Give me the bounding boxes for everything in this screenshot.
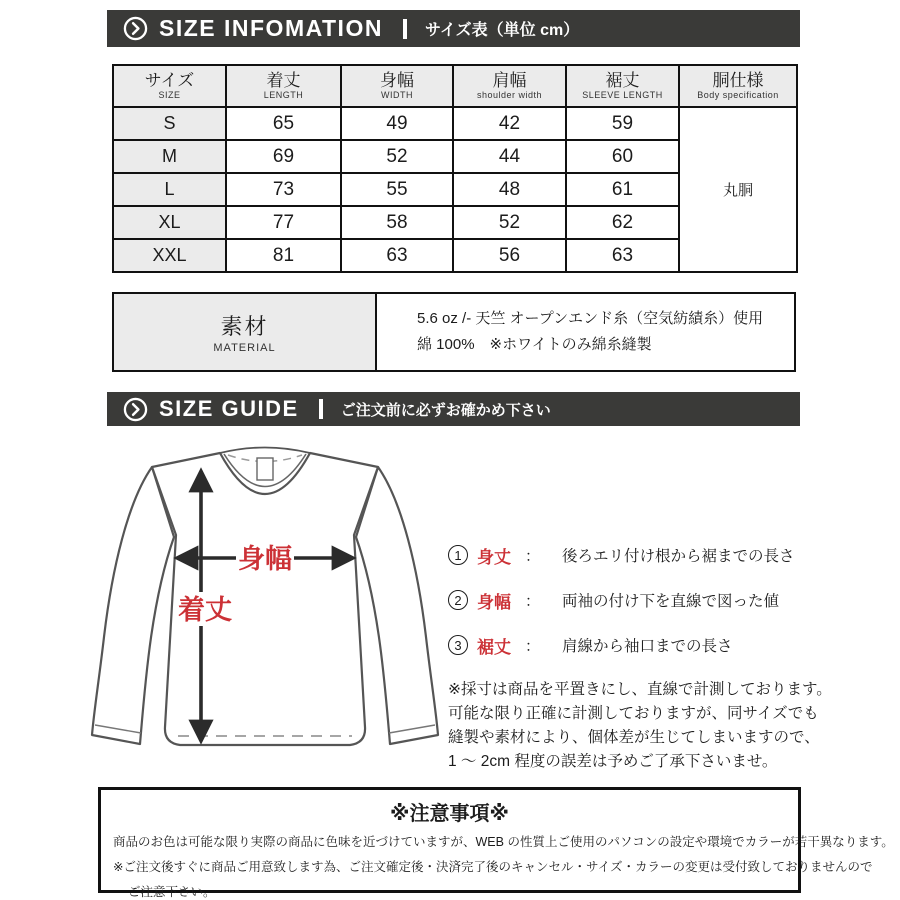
width-value: 63 xyxy=(341,239,453,272)
material-label-cell xyxy=(114,294,377,370)
circle-chevron-right-icon xyxy=(123,397,148,422)
size-label: S xyxy=(113,107,226,140)
measurement-note xyxy=(448,678,878,774)
size-information-subtitle: サイズ表（単位 cm） xyxy=(424,22,580,39)
col-header-width: 身幅 WIDTH xyxy=(341,65,453,107)
collar-top-edge xyxy=(220,448,310,454)
table-row-s xyxy=(113,107,797,140)
col-header-sleeve: 裾丈 SLEEVE LENGTH xyxy=(566,65,679,107)
col-header-size: サイズ SIZE xyxy=(113,65,226,107)
sleeve-value: 62 xyxy=(566,206,679,239)
size-label: XXL xyxy=(113,239,226,272)
number-2-circle-icon: 2 xyxy=(448,590,468,610)
sleeve-value: 60 xyxy=(566,140,679,173)
caution-body xyxy=(101,826,894,900)
legend-item-sleeve xyxy=(448,633,878,657)
measurement-note-line: 可能な限り正確に計測しておりますが、同サイズでも xyxy=(448,705,819,722)
width-value: 52 xyxy=(341,140,453,173)
legend-colon: ： xyxy=(525,592,541,610)
legend-term: 身幅 xyxy=(477,592,511,612)
legend-colon: ： xyxy=(525,547,541,565)
width-label: 身幅 xyxy=(238,544,292,574)
length-value: 81 xyxy=(226,239,341,272)
size-guide-title: SIZE GUIDE xyxy=(159,396,299,421)
length-value: 65 xyxy=(226,107,341,140)
size-table xyxy=(112,64,798,273)
size-guide-subtitle: ご注文前に必ずお確かめ下さい xyxy=(340,401,551,419)
body-spec-value: 丸胴 xyxy=(679,107,797,272)
col-header-length: 着丈 LENGTH xyxy=(226,65,341,107)
sleeve-value: 59 xyxy=(566,107,679,140)
material-description-cell xyxy=(377,294,794,370)
circle-chevron-right-icon xyxy=(123,16,148,41)
shoulder-value: 48 xyxy=(453,173,566,206)
size-label: M xyxy=(113,140,226,173)
measurement-legend xyxy=(448,543,878,774)
size-information-header-bar xyxy=(107,10,800,47)
shoulder-value: 44 xyxy=(453,140,566,173)
col-header-body-spec: 胴仕様 Body specification xyxy=(679,65,797,107)
length-value: 69 xyxy=(226,140,341,173)
left-sleeve xyxy=(92,467,174,744)
legend-description: 両袖の付け下を直線で図った値 xyxy=(562,593,780,610)
caution-line: ※ご注文後すぐに商品ご用意致します為、ご注文確定後・決済完了後のキャンセル・サイズ・カラーの変更は受付致しておりませんので xyxy=(113,860,873,874)
long-sleeve-shirt-illustration xyxy=(88,437,442,769)
legend-description: 後ろエリ付け根から裾までの長さ xyxy=(562,548,795,565)
length-value: 77 xyxy=(226,206,341,239)
sleeve-value: 63 xyxy=(566,239,679,272)
shoulder-value: 52 xyxy=(453,206,566,239)
size-guide-header-bar xyxy=(107,392,800,426)
measurement-note-line: 1 ～ 2cm 程度の誤差は予めご了承下さいませ。 xyxy=(448,753,778,770)
size-table-header-row xyxy=(113,65,797,107)
bar-divider xyxy=(403,19,407,39)
sleeve-value: 61 xyxy=(566,173,679,206)
material-block xyxy=(112,292,796,372)
material-label-jp: 素材 xyxy=(220,314,269,339)
size-label: XL xyxy=(113,206,226,239)
material-line-1: 5.6 oz /- 天竺 オープンエンド糸（空気紡績糸）使用 xyxy=(417,310,764,327)
legend-colon: ： xyxy=(525,637,541,655)
measurement-note-line: 縫製や素材により、個体差が生じてしまいますので、 xyxy=(448,729,820,746)
width-value: 55 xyxy=(341,173,453,206)
legend-item-width xyxy=(448,588,878,612)
length-label: 着丈 xyxy=(178,595,232,625)
right-sleeve xyxy=(356,467,438,744)
legend-term: 身丈 xyxy=(477,547,511,567)
caution-box xyxy=(98,787,894,899)
material-line-2: 綿 100% ※ホワイトのみ綿糸縫製 xyxy=(417,336,652,353)
measurement-note-line: ※採寸は商品を平置きにし、直線で計測しております。 xyxy=(448,681,832,698)
col-header-shoulder: 肩幅 shoulder width xyxy=(453,65,566,107)
bar-divider xyxy=(319,399,323,419)
shoulder-value: 42 xyxy=(453,107,566,140)
size-information-title: SIZE INFOMATION xyxy=(159,15,383,41)
number-3-circle-icon: 3 xyxy=(448,635,468,655)
size-label: L xyxy=(113,173,226,206)
width-value: 49 xyxy=(341,107,453,140)
width-value: 58 xyxy=(341,206,453,239)
caution-line: ご注意下さい。 xyxy=(128,885,216,899)
legend-description: 肩線から袖口までの長さ xyxy=(562,638,733,655)
legend-term: 裾丈 xyxy=(477,637,511,657)
shirt-diagram xyxy=(88,437,442,769)
caution-title: ※注意事項※ xyxy=(390,803,509,825)
shoulder-value: 56 xyxy=(453,239,566,272)
legend-item-length xyxy=(448,543,878,567)
length-value: 73 xyxy=(226,173,341,206)
number-1-circle-icon: 1 xyxy=(448,545,468,565)
material-label-en: MATERIAL xyxy=(213,342,276,354)
caution-line: 商品のお色は可能な限り実際の商品に色味を近づけていますが、WEB の性質上ご使用のパソコンの設定や環境でカラーが若干異なります。 xyxy=(113,835,894,849)
neck-tag xyxy=(257,458,273,480)
